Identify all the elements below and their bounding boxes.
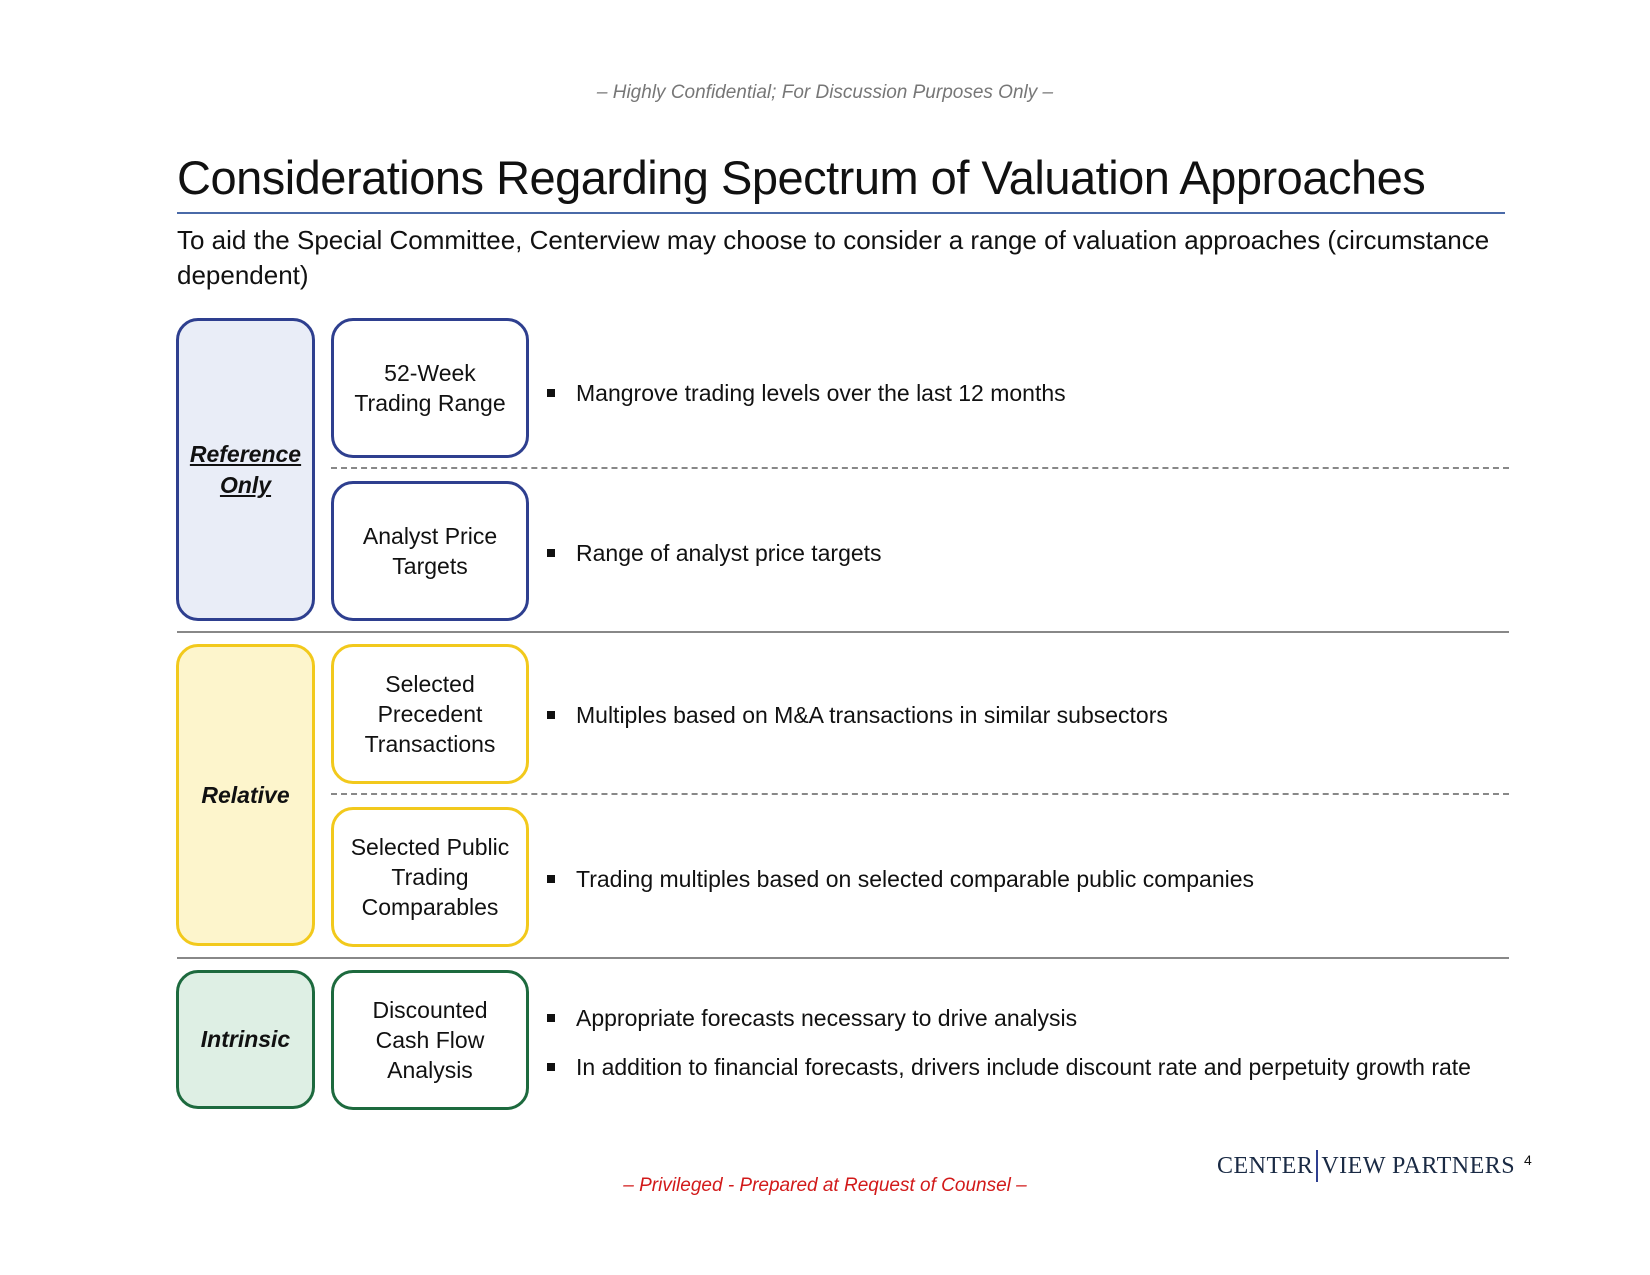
category-relative <box>176 644 315 946</box>
bullet-square-icon <box>547 1063 555 1071</box>
description-precedent <box>547 700 1168 730</box>
category-intrinsic-label: Intrinsic <box>200 1026 291 1052</box>
method-precedent-transactions: Selected Precedent Transactions <box>331 644 529 784</box>
description-text: Multiples based on M&A transactions in similar subsectors <box>576 702 1168 728</box>
bullet-square-icon <box>547 389 555 397</box>
page-number: 4 <box>1524 1152 1532 1168</box>
bullet-square-icon <box>547 875 555 883</box>
logo-left-text: CENTER <box>1217 1152 1314 1179</box>
dashed-divider <box>331 793 1509 795</box>
description-public-comps <box>547 864 1254 894</box>
category-reference-label: Reference Only <box>189 440 302 498</box>
section-divider <box>177 957 1509 959</box>
description-dcf-1 <box>547 1003 1077 1033</box>
description-dcf-2 <box>547 1052 1471 1082</box>
method-52-week-trading-range: 52-Week Trading Range <box>331 318 529 458</box>
bullet-square-icon <box>547 711 555 719</box>
description-52-week <box>547 378 1066 408</box>
description-text: Trading multiples based on selected comparable public companies <box>576 866 1255 892</box>
category-intrinsic <box>176 970 315 1109</box>
title-underline <box>177 212 1505 214</box>
method-discounted-cash-flow: Discounted Cash Flow Analysis <box>331 970 529 1110</box>
category-reference-only <box>176 318 315 621</box>
section-divider <box>177 631 1509 633</box>
description-analyst <box>547 538 882 568</box>
dashed-divider <box>331 467 1509 469</box>
confidential-banner: – Highly Confidential; For Discussion Purposes Only – <box>596 82 1054 103</box>
description-text: Mangrove trading levels over the last 12 months <box>576 380 1066 406</box>
page-title: Considerations Regarding Spectrum of Valuation Approaches <box>177 151 1426 204</box>
logo-right-text: VIEW PARTNERS <box>1321 1152 1516 1179</box>
description-text: In addition to financial forecasts, drivers include discount rate and perpetuity growth rate <box>576 1054 1471 1080</box>
bullet-square-icon <box>547 1014 555 1022</box>
description-text: Appropriate forecasts necessary to drive analysis <box>576 1005 1078 1031</box>
method-analyst-price-targets: Analyst Price Targets <box>331 481 529 621</box>
page-subtitle: To aid the Special Committee, Centerview may choose to consider a range of valuation approaches (circumstance dependent) <box>177 225 1490 290</box>
privileged-notice: – Privileged - Prepared at Request of Counsel – <box>623 1175 1027 1196</box>
method-public-trading-comparables: Selected Public Trading Comparables <box>331 807 529 947</box>
description-text: Range of analyst price targets <box>576 540 882 566</box>
bullet-square-icon <box>547 549 555 557</box>
category-relative-label: Relative <box>201 781 290 808</box>
